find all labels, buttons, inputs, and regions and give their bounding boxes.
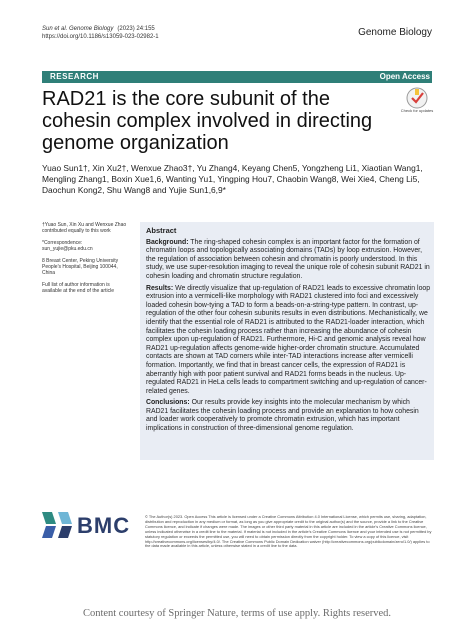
abstract (146, 227, 432, 437)
crossmark-label[interactable]: Check for updates (400, 108, 434, 113)
author-list: Yuao Sun1†, Xin Xu2†, Wenxue Zhao3†, Yu Zhang4, Keyang Chen5, Yongzheng Li1, Xiaotian Wang1, Mengling Zhang1, Boxin Xue1,6, Wanting Yu1, Yingping Hou7, Chaobin Wang8, Wei Xie4, Cheng Li5, Daochun Kong2, Shu Wang8 and Yujie Sun1,6,9* (42, 163, 423, 195)
abstract-results-section (146, 285, 432, 397)
results-text: We directly visualize that up-regulation of RAD21 leads to excessive chromatin loop extrusion into a vermicelli-like morphology with RAD21 clustered into foci and excessively loaded cohesin bow-tying a TAD to form a beads-on-a-string-type pattern. In contrast, up-regulation of the other four cohesin subunits results in even distributions. Mechanistically, we identify that the essential role of RAD21 is attributed to the RAD21-loader interaction, which facilitates the cohesin loading process rather than increasing the abundance of cohesin complex upon up-regulation of RAD21. Furthermore, Hi-C and genomic analysis reveal how RAD21 up-regulation affects genome-wide higher-order chromatin structure. Accumulated contacts are shown at TAD corners while inter-TAD interactions increase after vermicelli formation. Importantly, we find that in breast cancer cells, the expression of RAD21 is aberrantly high with poor patient survival and RAD21 forms beads in the nucleus. Up-regulated RAD21 in HeLa cells leads to compartment switching and up-regulation of cancer-related genes. (146, 284, 431, 395)
equal-contribution-note: †Yuao Sun, Xin Xu and Wenxue Zhao contributed equally to this work (42, 222, 127, 235)
background-label: Background: (146, 238, 189, 246)
author-notes (42, 222, 130, 300)
bmc-logo-icon (42, 510, 74, 540)
header-doi-link[interactable]: https://doi.org/10.1186/s13059-023-02982-1 (42, 34, 159, 40)
results-label: Results: (146, 284, 174, 292)
open-access-label: Open Access (379, 72, 430, 81)
bmc-wordmark: BMC (77, 513, 131, 538)
abstract-background-section (146, 239, 432, 282)
header-authors: Sun et al. Genome Biology (42, 26, 114, 32)
conclusions-label: Conclusions: (146, 399, 190, 407)
courtesy-footer: Content courtesy of Springer Nature, terms of use apply. Rights reserved. (82, 608, 392, 619)
article-type-label: RESEARCH (50, 72, 99, 81)
header-year-volume: (2023) 24:155 (117, 26, 155, 32)
correspondence-email[interactable]: *Correspondence: sun_yujie@pku.edu.cn (42, 239, 93, 253)
article-title: RAD21 is the core subunit of the cohesin complex involved in directing genome organization (42, 88, 373, 154)
more-info-note: Full list of author information is available at the end of the article (42, 281, 114, 295)
background-text: The ring-shaped cohesin complex is an important factor for the formation of chromatin loops and topologically associating domains (TADs) by loop extrusion. However, the regulation of association between cohesin and chromatin is poorly understood. In this study, we use super-resolution imaging to reveal the unique role of cohesin subunit RAD21 in cohesin loading and chromatin structure regulation. (146, 238, 430, 280)
license-text: © The Author(s) 2023. Open Access This article is licensed under a Creative Commons Attribution 4.0 International License, which permits use, sharing, adaptation, distribution and reproduction in any medium or format, as long as you give appropriate credit to the original author(s) and the source, provide a link to the Creative Commons licence, and indicate if changes were made. The images or other third party material in this article are included in the article's Creative Commons licence, unless indicated otherwise in a credit line to the material. If material is not included in the article's Creative Commons licence and your intended use is not permitted by statutory regulation or exceeds the permitted use, you will need to obtain permission directly from the copyright holder. To view a copy of this licence, visit http://creativecommons.org/licenses/by/4.0/. The Creative Commons Public Domain Dedication waiver (http://creativecommons.org/publicdomain/zero/1.0/) applies to the data made available in this article, unless otherwise stated in a credit line to the data. (145, 514, 432, 549)
abstract-heading: Abstract (146, 226, 177, 235)
running-header (42, 25, 159, 41)
article-type-bar (42, 71, 432, 83)
abstract-conclusions-section (146, 399, 432, 433)
journal-name: Genome Biology (358, 27, 432, 38)
affiliation-note: 8 Breast Center, Peking University People's Hospital, Beijing 100044, China (42, 257, 119, 277)
conclusions-text: Our results provide key insights into the molecular mechanism by which RAD21 facilitates the cohesin loading process and provide an explanation to how cohesin and loader work cooperatively to promote chromatin extrusion, which has important implications in construction of three-dimensional genome regulation. (146, 399, 419, 433)
